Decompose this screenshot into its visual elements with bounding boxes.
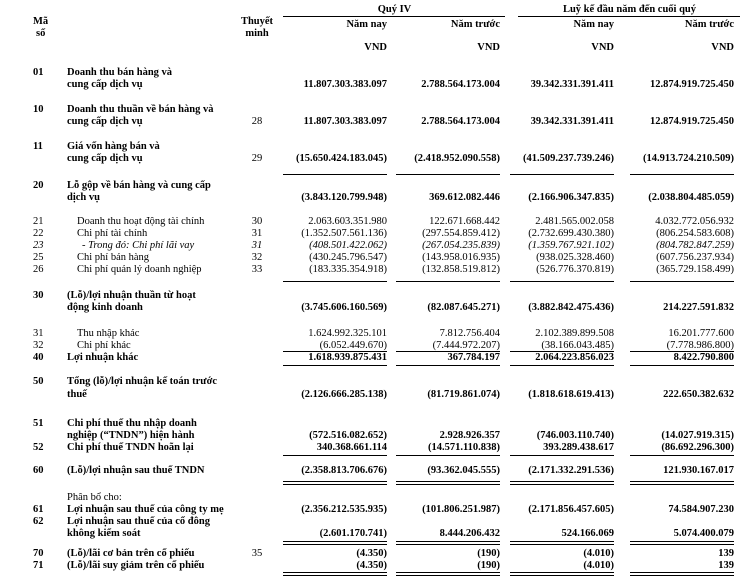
row-label: Chi phí thuế TNDN hoãn lại bbox=[67, 442, 194, 453]
row-value: (86.692.296.300) bbox=[661, 442, 734, 453]
row-value: (1.818.618.619.413) bbox=[528, 389, 614, 400]
header-vnd: VND bbox=[477, 42, 500, 53]
double-rule bbox=[396, 481, 500, 482]
header-vnd: VND bbox=[364, 42, 387, 53]
total-rule bbox=[283, 174, 387, 175]
header-nam-nay: Năm nay bbox=[573, 19, 614, 30]
row-value: 4.032.772.056.932 bbox=[655, 216, 734, 227]
row-value: (3.745.606.160.569) bbox=[301, 302, 387, 313]
row-value: (1.359.767.921.102) bbox=[528, 240, 614, 251]
row-note: 31 bbox=[251, 228, 263, 239]
header-rule bbox=[283, 16, 505, 17]
row-label: Tổng (lỗ)/lợi nhuận kế toán trước bbox=[67, 376, 218, 387]
row-value: (267.054.235.839) bbox=[422, 240, 500, 251]
row-value: 8.444.206.432 bbox=[439, 528, 500, 539]
row-value: 1.624.992.325.101 bbox=[308, 328, 387, 339]
row-code: 20 bbox=[33, 180, 44, 191]
double-rule bbox=[283, 575, 387, 576]
allocation-heading: Phân bổ cho: bbox=[67, 492, 122, 503]
row-label: Lợi nhuận sau thuế của công ty mẹ bbox=[67, 504, 224, 515]
row-label: Doanh thu thuần về bán hàng và bbox=[67, 104, 214, 115]
row-value: 39.342.331.391.411 bbox=[530, 79, 614, 90]
row-label: Chi phí thuế thu nhập doanh bbox=[67, 418, 197, 429]
row-label: Chi phí tài chính bbox=[77, 228, 148, 239]
row-value: (806.254.583.608) bbox=[656, 228, 734, 239]
row-value: 11.807.303.383.097 bbox=[303, 116, 387, 127]
row-value: (190) bbox=[477, 560, 500, 571]
row-value: (4.010) bbox=[583, 560, 614, 571]
row-value: (14.571.110.838) bbox=[427, 442, 500, 453]
row-value: (38.166.043.485) bbox=[541, 340, 614, 351]
row-value: (297.554.859.412) bbox=[422, 228, 500, 239]
row-code: 40 bbox=[33, 352, 44, 363]
header-so: số bbox=[36, 28, 46, 39]
row-code: 52 bbox=[33, 442, 44, 453]
row-value: 524.166.069 bbox=[561, 528, 614, 539]
total-rule bbox=[283, 455, 387, 456]
row-label: Thu nhập khác bbox=[77, 328, 140, 339]
row-label: - Trong đó: Chi phí lãi vay bbox=[82, 240, 195, 251]
double-rule bbox=[510, 481, 614, 482]
row-value: (6.052.449.670) bbox=[319, 340, 387, 351]
row-code: 61 bbox=[33, 504, 44, 515]
row-code: 11 bbox=[33, 141, 43, 152]
double-rule bbox=[630, 544, 734, 545]
row-label: Doanh thu hoạt động tài chính bbox=[77, 216, 205, 227]
total-rule bbox=[510, 174, 614, 175]
row-label: không kiểm soát bbox=[67, 528, 141, 539]
row-value: (4.350) bbox=[356, 560, 387, 571]
row-value: (183.335.354.918) bbox=[309, 264, 387, 275]
row-label: (Lỗ)/lãi cơ bản trên cổ phiếu bbox=[67, 548, 195, 559]
header-vnd: VND bbox=[591, 42, 614, 53]
header-nam-truoc: Năm trước bbox=[450, 19, 500, 30]
row-code: 31 bbox=[33, 328, 44, 339]
row-value: (1.352.507.561.136) bbox=[301, 228, 387, 239]
row-value: (41.509.237.739.246) bbox=[523, 153, 614, 164]
double-rule bbox=[510, 484, 614, 485]
row-value: 2.788.564.173.004 bbox=[421, 79, 500, 90]
row-value: (14.027.919.315) bbox=[661, 430, 734, 441]
double-rule bbox=[396, 575, 500, 576]
double-rule bbox=[630, 541, 734, 542]
row-value: (408.501.422.062) bbox=[309, 240, 387, 251]
double-rule bbox=[283, 541, 387, 542]
row-code: 51 bbox=[33, 418, 44, 429]
row-value: 367.784.197 bbox=[447, 352, 500, 363]
row-note: 31 bbox=[251, 240, 263, 251]
row-value: 2.064.223.856.023 bbox=[535, 352, 614, 363]
row-code: 26 bbox=[33, 264, 44, 275]
row-note: 28 bbox=[251, 116, 263, 127]
row-value: (190) bbox=[477, 548, 500, 559]
row-code: 70 bbox=[33, 548, 44, 559]
row-label: cung cấp dịch vụ bbox=[67, 116, 143, 127]
row-value: (82.087.645.271) bbox=[427, 302, 500, 313]
row-value: 1.618.939.875.431 bbox=[308, 352, 387, 363]
row-code: 23 bbox=[33, 240, 44, 251]
row-value: (2.601.170.741) bbox=[319, 528, 387, 539]
row-label: động kinh doanh bbox=[67, 302, 143, 313]
row-value: 7.812.756.404 bbox=[439, 328, 500, 339]
double-rule bbox=[630, 575, 734, 576]
total-rule bbox=[630, 455, 734, 456]
total-rule bbox=[630, 174, 734, 175]
row-value: 2.481.565.002.058 bbox=[535, 216, 614, 227]
double-rule bbox=[630, 481, 734, 482]
row-value: (2.171.856.457.605) bbox=[528, 504, 614, 515]
row-value: (15.650.424.183.045) bbox=[296, 153, 387, 164]
row-value: (804.782.847.259) bbox=[656, 240, 734, 251]
row-value: (2.358.813.706.676) bbox=[301, 465, 387, 476]
double-rule bbox=[283, 484, 387, 485]
total-rule bbox=[630, 281, 734, 282]
row-value: (14.913.724.210.509) bbox=[643, 153, 734, 164]
total-rule bbox=[510, 365, 614, 366]
double-rule bbox=[396, 544, 500, 545]
row-label: cung cấp dịch vụ bbox=[67, 153, 143, 164]
total-rule bbox=[630, 365, 734, 366]
row-value: 12.874.919.725.450 bbox=[650, 79, 734, 90]
row-value: (938.025.328.460) bbox=[536, 252, 614, 263]
row-value: (3.843.120.799.948) bbox=[301, 192, 387, 203]
row-value: 2.102.389.899.508 bbox=[535, 328, 614, 339]
row-value: 139 bbox=[718, 560, 734, 571]
row-value: (3.882.842.475.436) bbox=[528, 302, 614, 313]
double-rule bbox=[396, 484, 500, 485]
row-value: (526.776.370.819) bbox=[536, 264, 614, 275]
row-label: (Lỗ)/lãi suy giảm trên cổ phiếu bbox=[67, 560, 205, 571]
row-label: (Lỗ)/lợi nhuận thuần từ hoạt bbox=[67, 290, 196, 301]
row-value: 2.928.926.357 bbox=[439, 430, 500, 441]
row-value: 74.584.907.230 bbox=[668, 504, 734, 515]
row-value: (2.356.212.535.935) bbox=[301, 504, 387, 515]
row-label: dịch vụ bbox=[67, 192, 100, 203]
row-value: 8.422.790.800 bbox=[673, 352, 734, 363]
row-value: (101.806.251.987) bbox=[422, 504, 500, 515]
row-code: 62 bbox=[33, 516, 44, 527]
row-value: 340.368.661.114 bbox=[316, 442, 387, 453]
row-note: 32 bbox=[251, 252, 263, 263]
row-value: (607.756.237.934) bbox=[656, 252, 734, 263]
header-minh: minh bbox=[245, 28, 269, 39]
total-rule bbox=[283, 365, 387, 366]
row-note: 30 bbox=[251, 216, 263, 227]
row-label: Lợi nhuận sau thuế của cổ đông bbox=[67, 516, 210, 527]
row-value: 121.930.167.017 bbox=[663, 465, 734, 476]
row-code: 50 bbox=[33, 376, 44, 387]
row-label: thuế bbox=[67, 389, 87, 400]
row-value: (572.516.082.652) bbox=[309, 430, 387, 441]
row-label: Chi phí khác bbox=[77, 340, 131, 351]
row-value: (4.350) bbox=[356, 548, 387, 559]
row-value: 16.201.777.600 bbox=[668, 328, 734, 339]
row-code: 21 bbox=[33, 216, 44, 227]
row-value: (2.126.666.285.138) bbox=[301, 389, 387, 400]
row-note: 29 bbox=[251, 153, 263, 164]
row-code: 60 bbox=[33, 465, 44, 476]
row-code: 71 bbox=[33, 560, 44, 571]
row-value: (81.719.861.074) bbox=[427, 389, 500, 400]
row-label: nghiệp (“TNDN”) hiện hành bbox=[67, 430, 195, 441]
header-nam-nay: Năm nay bbox=[346, 19, 387, 30]
header-ma-so: Mã bbox=[33, 16, 49, 27]
double-rule bbox=[510, 575, 614, 576]
double-rule bbox=[510, 541, 614, 542]
row-value: 393.289.438.617 bbox=[543, 442, 614, 453]
row-value: 11.807.303.383.097 bbox=[303, 79, 387, 90]
row-value: (2.038.804.485.059) bbox=[648, 192, 734, 203]
row-value: 369.612.082.446 bbox=[429, 192, 500, 203]
header-quy-iv: Quý IV bbox=[377, 4, 412, 15]
double-rule bbox=[283, 572, 387, 573]
row-value: (746.003.110.740) bbox=[536, 430, 614, 441]
row-note: 33 bbox=[251, 264, 263, 275]
row-code: 01 bbox=[33, 67, 44, 78]
double-rule bbox=[510, 572, 614, 573]
row-value: 5.074.400.079 bbox=[673, 528, 734, 539]
row-value: (7.444.972.207) bbox=[432, 340, 500, 351]
row-label: Chi phí bán hàng bbox=[77, 252, 150, 263]
row-value: 2.063.603.351.980 bbox=[308, 216, 387, 227]
row-code: 25 bbox=[33, 252, 44, 263]
row-label: Doanh thu bán hàng và bbox=[67, 67, 173, 78]
row-value: (2.166.906.347.835) bbox=[528, 192, 614, 203]
header-vnd: VND bbox=[711, 42, 734, 53]
double-rule bbox=[630, 572, 734, 573]
row-value: (2.418.952.090.558) bbox=[414, 153, 500, 164]
row-label: Chi phí quản lý doanh nghiệp bbox=[77, 264, 202, 275]
row-value: (365.729.158.499) bbox=[656, 264, 734, 275]
row-code: 10 bbox=[33, 104, 44, 115]
header-thuyet: Thuyết bbox=[240, 16, 274, 27]
row-value: 122.671.668.442 bbox=[429, 216, 500, 227]
row-value: 222.650.382.632 bbox=[663, 389, 734, 400]
double-rule bbox=[396, 541, 500, 542]
double-rule bbox=[283, 544, 387, 545]
double-rule bbox=[396, 572, 500, 573]
total-rule bbox=[510, 281, 614, 282]
row-code: 32 bbox=[33, 340, 44, 351]
header-nam-truoc: Năm trước bbox=[684, 19, 734, 30]
row-label: (Lỗ)/lợi nhuận sau thuế TNDN bbox=[67, 465, 205, 476]
row-value: (430.245.796.547) bbox=[309, 252, 387, 263]
row-label: Giá vốn hàng bán và bbox=[67, 141, 160, 152]
row-label: cung cấp dịch vụ bbox=[67, 79, 143, 90]
double-rule bbox=[630, 484, 734, 485]
row-label: Lợi nhuận khác bbox=[67, 352, 139, 363]
row-value: (93.362.045.555) bbox=[427, 465, 500, 476]
total-rule bbox=[283, 281, 387, 282]
total-rule bbox=[396, 174, 500, 175]
row-code: 22 bbox=[33, 228, 44, 239]
row-value: 12.874.919.725.450 bbox=[650, 116, 734, 127]
row-value: 2.788.564.173.004 bbox=[421, 116, 500, 127]
row-note: 35 bbox=[251, 548, 263, 559]
row-value: (2.732.699.430.380) bbox=[528, 228, 614, 239]
row-value: (7.778.986.800) bbox=[666, 340, 734, 351]
row-label: Lỗ gộp về bán hàng và cung cấp bbox=[67, 180, 211, 191]
row-value: (2.171.332.291.536) bbox=[528, 465, 614, 476]
total-rule bbox=[396, 455, 500, 456]
double-rule bbox=[283, 481, 387, 482]
total-rule bbox=[510, 455, 614, 456]
double-rule bbox=[510, 544, 614, 545]
row-value: 139 bbox=[718, 548, 734, 559]
header-luy-ke: Luỹ kế đầu năm đến cuối quý bbox=[562, 4, 697, 15]
row-value: (143.958.016.935) bbox=[422, 252, 500, 263]
total-rule bbox=[396, 281, 500, 282]
row-value: 214.227.591.832 bbox=[663, 302, 734, 313]
row-value: 39.342.331.391.411 bbox=[530, 116, 614, 127]
header-rule bbox=[518, 16, 740, 17]
total-rule bbox=[396, 365, 500, 366]
row-value: (132.858.519.812) bbox=[422, 264, 500, 275]
row-value: (4.010) bbox=[583, 548, 614, 559]
row-code: 30 bbox=[33, 290, 44, 301]
